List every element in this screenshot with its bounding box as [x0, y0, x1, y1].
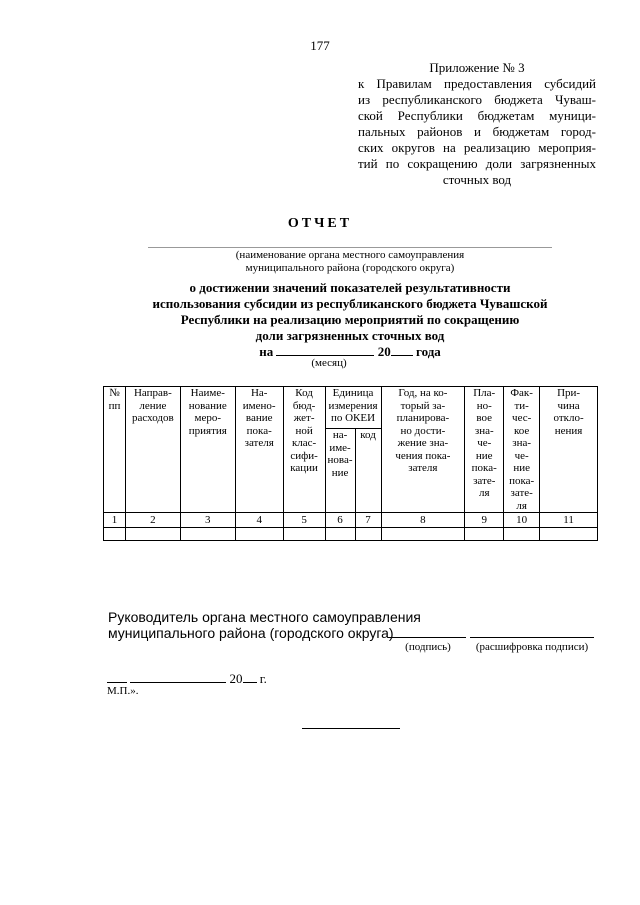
column-number: 4: [235, 513, 283, 528]
signature-decode-caption: (расшифровка подписи): [475, 641, 589, 653]
date-year: 20: [229, 671, 243, 686]
header-event: Наиме- нование меро- приятия: [180, 387, 235, 513]
page-number: 177: [310, 38, 330, 53]
period-prefix: на: [259, 344, 274, 359]
signature-caption: (подпись): [405, 641, 451, 653]
signature-block: [108, 609, 421, 641]
report-title: ОТЧЕТ: [287, 216, 353, 231]
day-blank: [107, 671, 127, 683]
month-caption: (месяц): [311, 357, 347, 369]
header-year: Год, на ко- торый за- планирова- но дости- жение зна- чения пока- зателя: [381, 387, 465, 513]
period-year: 20: [377, 344, 391, 359]
column-number: 6: [325, 513, 355, 528]
date-year-blank: [243, 671, 257, 683]
header-unit-name: на- име- нова- ние: [325, 429, 355, 513]
subtitle-line: о достижении значений показателей результативности: [189, 280, 511, 295]
column-number: 5: [283, 513, 325, 528]
subtitle-line: Республики на реализацию мероприятий по сокращению: [180, 312, 520, 327]
signature-line: Руководитель органа местного самоуправления: [108, 609, 421, 625]
subtitle-line: доли загрязненных сточных вод: [255, 328, 445, 343]
column-number: 7: [355, 513, 381, 528]
column-number: 9: [465, 513, 504, 528]
appendix-line: ской Республики бюджетам муници-: [358, 108, 596, 123]
appendix-line: пальных районов и бюджетам город-: [358, 124, 596, 139]
column-number: 11: [540, 513, 598, 528]
org-caption-line: (наименование органа местного самоуправления: [235, 249, 465, 261]
header-actual: Фак- ти- чес- кое зна- че- ние пока- зате- ля: [504, 387, 540, 513]
appendix-line: тий по сокращению доли загрязненных: [358, 156, 596, 171]
date-suffix: г.: [259, 671, 267, 686]
org-caption-line: муниципального района (городского округа): [245, 262, 455, 274]
org-name-line: [148, 247, 552, 248]
month-date-blank: [130, 671, 226, 683]
period-suffix: года: [415, 344, 441, 359]
column-number: 3: [180, 513, 235, 528]
report-subtitle: [100, 280, 600, 360]
end-divider: [302, 728, 400, 729]
column-number: 10: [504, 513, 540, 528]
appendix-line: из республиканского бюджета Чуваш-: [358, 92, 596, 107]
appendix-last-line: сточных вод: [442, 172, 512, 187]
appendix-line: к Правилам предоставления субсидий: [358, 76, 596, 91]
table-row: [104, 528, 598, 541]
signature-blank: [388, 637, 466, 638]
signature-decode-blank: [470, 637, 594, 638]
appendix-block: [358, 60, 596, 188]
column-number: 1: [104, 513, 126, 528]
header-direction: Направ- ление расходов: [125, 387, 180, 513]
org-name-caption: [148, 249, 552, 275]
stamp-label: М.П.».: [107, 685, 139, 697]
year-blank: [391, 344, 413, 356]
month-blank: [276, 344, 374, 356]
header-code: Код бюд- жет- ной клас- сифи- кации: [283, 387, 325, 513]
header-no: № пп: [104, 387, 126, 513]
header-planned: Пла- но- вое зна- че- ние пока- зате- ля: [465, 387, 504, 513]
signature-line: муниципального района (городского округа): [108, 625, 394, 641]
column-number: 2: [125, 513, 180, 528]
subtitle-line: использования субсидии из республиканского бюджета Чувашской: [152, 296, 548, 311]
header-indicator: На- имено- вание пока- зателя: [235, 387, 283, 513]
header-unit: Единица измерения по ОКЕИ: [325, 387, 381, 429]
header-reason: При- чина откло- нения: [540, 387, 598, 513]
report-table: [103, 386, 598, 541]
appendix-title: Приложение № 3: [429, 60, 525, 75]
appendix-line: ских округов на реализацию мероприя-: [358, 140, 596, 155]
column-number: 8: [381, 513, 465, 528]
header-unit-code: код: [355, 429, 381, 513]
